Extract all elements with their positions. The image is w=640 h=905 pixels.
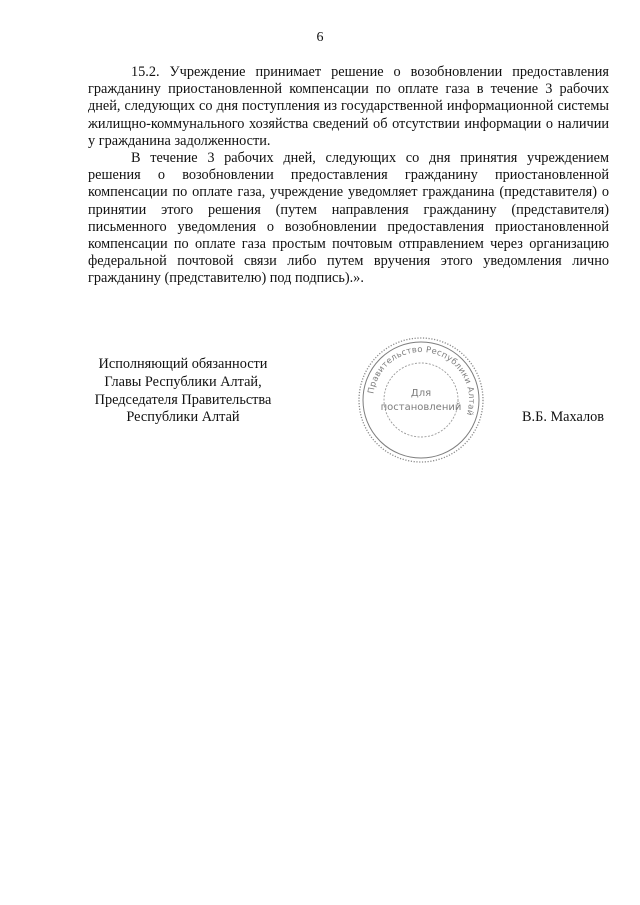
signer-position-line: Исполняющий обязанности (98, 356, 268, 372)
paragraph-notification: В течение 3 рабочих дней, следующих со дня принятия учреждением решения о возобновлении предоставления гражданину приостановленной компенсации по оплате газа, учреждение уведомляет гражданина (представителя) о принятии этого решения (путем направления гражданину (представителя) письменного уведомления о возобновлении предоставления приостановленной компенсации по оплате газа простым почтовым отправлением через организацию федеральной почтовой связи либо путем вручения этого уведомления лично гражданину (представителю) под подпись).». (88, 150, 609, 287)
document-body (88, 64, 609, 288)
official-seal-stamp (356, 335, 486, 465)
seal-ring-text: Правительство Республики Алтай (365, 343, 478, 417)
seal-center-text: Для (410, 388, 432, 399)
seal-center-text: постановлений (380, 402, 462, 413)
signer-name: В.Б. Махалов (522, 409, 604, 425)
paragraph-15-2: 15.2. Учреждение принимает решение о возобновлении предоставления гражданину приостановленной компенсации по оплате газа в течение 3 рабочих дней, следующих со дня поступления из государственной информационной системы жилищно-коммунального хозяйства сведений об отсутствии информации о наличии у гражданина задолженности. (88, 64, 609, 149)
signer-position (78, 356, 288, 427)
signer-position-line: Республики Алтай (126, 409, 240, 426)
page-number: 6 (316, 30, 324, 45)
signer-position-line: Главы Республики Алтай, (104, 373, 262, 390)
signer-position-line: Председателя Правительства (94, 391, 272, 408)
